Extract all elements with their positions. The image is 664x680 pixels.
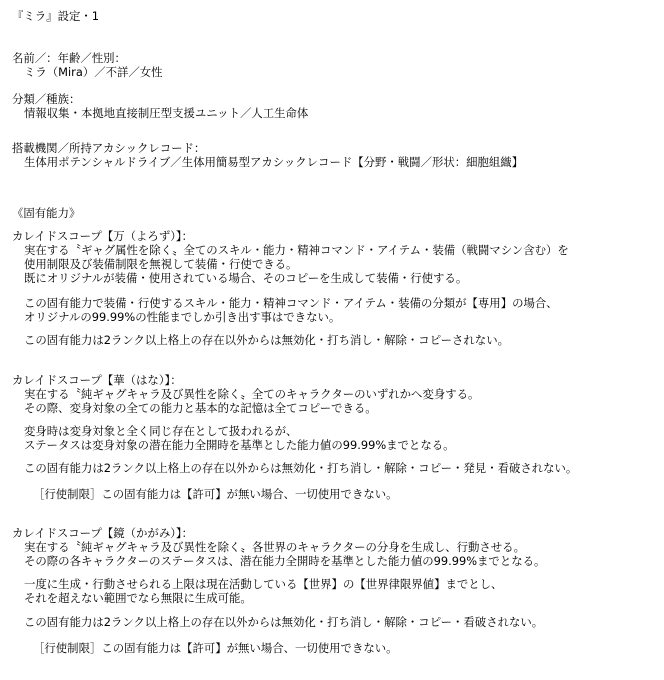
ability1-line: オリジナルの99.99%の性能までしか引き出す事はできない。: [24, 310, 341, 324]
ability2-line: 実在する〝純ギャグキャラ及び異性を除く〟全てのキャラクターのいずれかへ変身する。: [24, 387, 480, 401]
ability1-line: この固有能力は2ランク以上格上の存在以外からは無効化・打ち消し・解除・コピーされない。: [24, 333, 509, 347]
ability1-line: 実在する〝ギャグ属性を除く〟全てのスキル・能力・精神コマンド・アイテム・装備（戦闘マシン含む）を: [24, 243, 569, 257]
ability1-line: この固有能力で装備・行使するスキル・能力・精神コマンド・アイテム・装備の分類が【専用】の場合、: [24, 296, 558, 310]
ability1-line: 既にオリジナルが装備・使用されている場合、そのコピーを生成して装備・行使する。: [24, 271, 468, 285]
ability3-line: 実在する〝純ギャグキャラ及び異性を除く〟各世界のキャラクターの分身を生成し、行動させる。: [24, 540, 525, 554]
ability1-line: 使用制限及び装備制限を無視して装備・行使できる。: [24, 257, 298, 271]
class-label: 分類／種族：: [12, 92, 81, 106]
ability2-line: ステータスは変身対象の潜在能力全開時を基準とした能力値の99.99%までとなる。: [24, 438, 455, 452]
device-value: 生体用ポテンシャルドライブ／生体用簡易型アカシックレコード【分野・戦闘／形状：細胞組織】: [24, 155, 524, 169]
name-label: 名前／：年齢／性別：: [12, 51, 126, 65]
class-value: 情報収集・本拠地直接制圧型支援ユニット／人工生命体: [24, 106, 309, 120]
ability3-line: この固有能力は2ランク以上格上の存在以外からは無効化・打ち消し・解除・コピー・看破されない。: [24, 615, 544, 629]
ability3-line: 一度に生成・行動させられる上限は現在活動している【世界】の【世界律限界値】までとし、: [24, 577, 503, 591]
name-value: ミラ（Mira）／不詳／女性: [24, 65, 163, 79]
ability3-line: それを超えない範囲でなら無限に生成可能。: [24, 591, 252, 605]
ability2-line: その際、変身対象の全ての能力と基本的な記憶は全てコピーできる。: [24, 401, 377, 415]
ability3-restriction: ［行使制限］この固有能力は【許可】が無い場合、一切使用できない。: [33, 641, 398, 655]
ability2-restriction: ［行使制限］この固有能力は【許可】が無い場合、一切使用できない。: [33, 487, 398, 501]
ability3-title: カレイドスコープ【鏡（かがみ）】：: [12, 526, 193, 540]
ability2-title: カレイドスコープ【華（はな）】：: [12, 373, 182, 387]
ability2-line: 変身時は変身対象と全く同じ存在として扱われるが、: [24, 424, 298, 438]
abilities-heading: 《固有能力》: [12, 206, 81, 220]
device-label: 搭載機関／所持アカシックレコード：: [12, 141, 206, 155]
document-title: 『ミラ』設定・1: [12, 9, 99, 23]
ability1-title: カレイドスコープ【万（よろず）】：: [12, 229, 193, 243]
ability3-line: その際の各キャラクターのステータスは、潜在能力全開時を基準とした能力値の99.99%までとなる。: [24, 554, 546, 568]
ability2-line: この固有能力は2ランク以上格上の存在以外からは無効化・打ち消し・解除・コピー・発見・看破されない。: [24, 461, 578, 475]
